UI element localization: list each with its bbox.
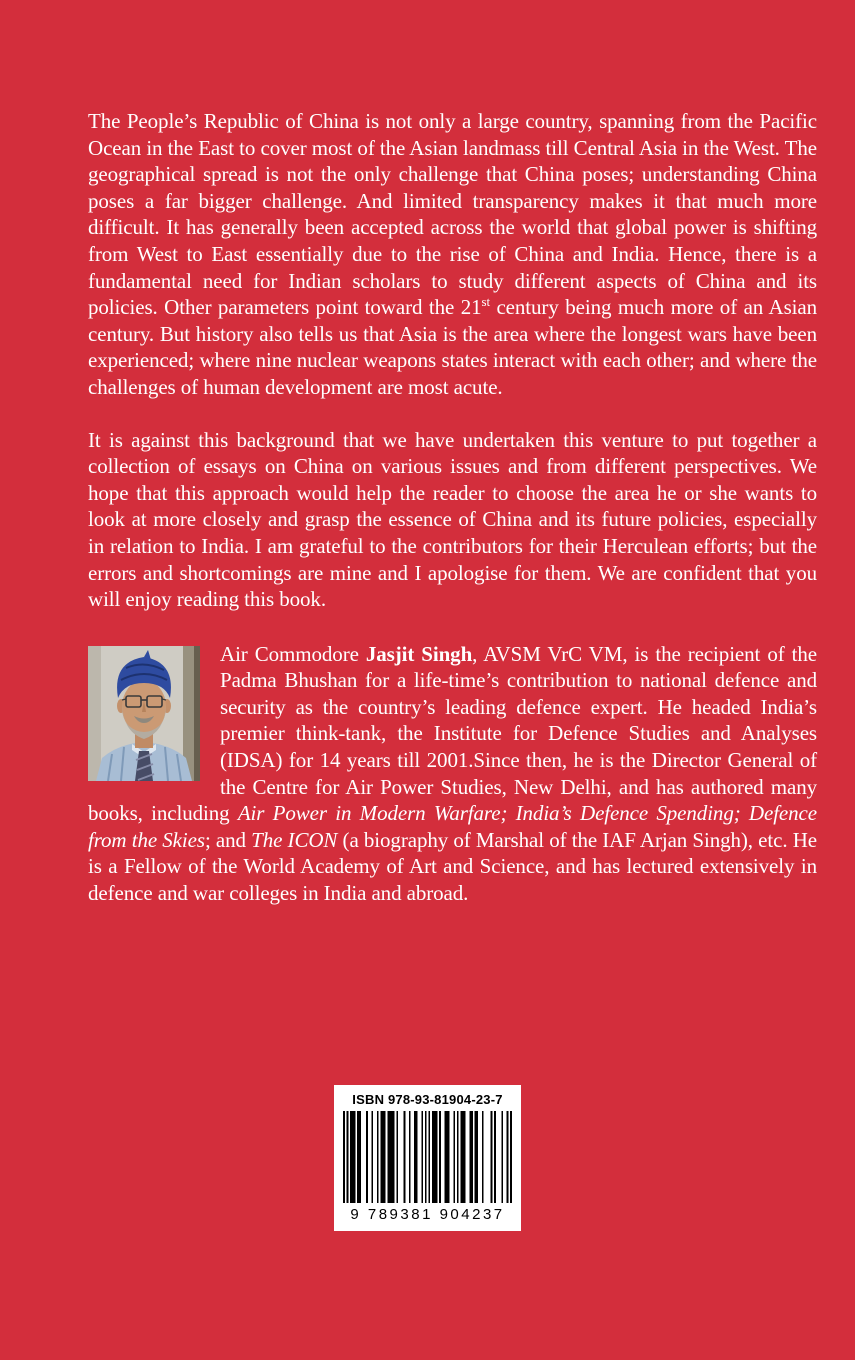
barcode-bars <box>343 1111 512 1203</box>
ordinal-superscript: st <box>481 294 490 310</box>
isbn-label: ISBN 978-93-81904-23-7 <box>352 1092 503 1107</box>
barcode-number: 9 789381 904237 <box>350 1206 505 1223</box>
author-portrait-illustration <box>88 646 200 781</box>
bio-text-segment: ; and <box>204 827 252 852</box>
synopsis-text: The People’s Republic of China is not only a large country, spanning from the Pacific Ocean in the East to cover most of the Asian landmass till Central Asia in the West. The geographical spread is not the only challenge that China poses; understanding China poses a far bigger challenge. And limited transparency makes it that much more difficult. It has generally been accepted across the world that global power is shifting from West to East essentially due to the rise of China and India. Hence, there is a fundamental need for Indian scholars to study different aspects of China and its policies. Other parameters point toward the 21 <box>88 109 817 320</box>
bio-text-segment: The ICON <box>251 827 338 852</box>
synopsis-paragraph-2: It is against this background that we have undertaken this venture to put together a collection of essays on China on various issues and from different perspectives. We hope that this approach would help the reader to choose the area he or she wants to look at more closely and grasp the essence of China and its future policies, especially in relation to India. I am grateful to the contributors for their Herculean efforts; but the errors and shortcomings are mine and I apologise for them. We are confident that you will enjoy reading this book. <box>88 427 817 612</box>
bio-text-segment: Air Commodore <box>220 641 366 666</box>
bio-text-segment: (a biography of Marshal of the IAF Arjan Singh), etc. He is a Fellow of the World Academy of Art and Science, and has lectured extensively in defence and war colleges in India and abroad. <box>88 827 818 906</box>
bio-text-segment: , AVSM VrC VM, is the recipient of the Padma Bhushan for a life-time’s contribution to national defence and security as the country’s leading defence expert. He headed India’s premier think-tank, the Institute for Defence Studies and Analyses (IDSA) for 14 years till 2001.Since then, he is the Director General of the Centre for Air Power Studies, New Delhi, and has authored many books, including <box>88 641 817 826</box>
barcode-box <box>334 1085 521 1231</box>
synopsis-text: century being much more of an Asian century. But history also tells us that Asia is the area where the longest wars have been experienced; where nine nuclear weapons states interact with each other; and where the challenges of human development are most acute. <box>88 295 817 399</box>
bio-text-segment: Jasjit Singh <box>365 641 473 666</box>
barcode-area <box>0 1085 855 1231</box>
author-bio-paragraph <box>88 641 817 907</box>
synopsis-paragraph-1 <box>88 108 817 401</box>
bio-text-segment: Air Power in Modern Warfare; India’s Defence Spending; Defence from the Skies <box>88 801 817 852</box>
author-photo <box>88 646 200 781</box>
author-bio-section <box>88 641 817 907</box>
